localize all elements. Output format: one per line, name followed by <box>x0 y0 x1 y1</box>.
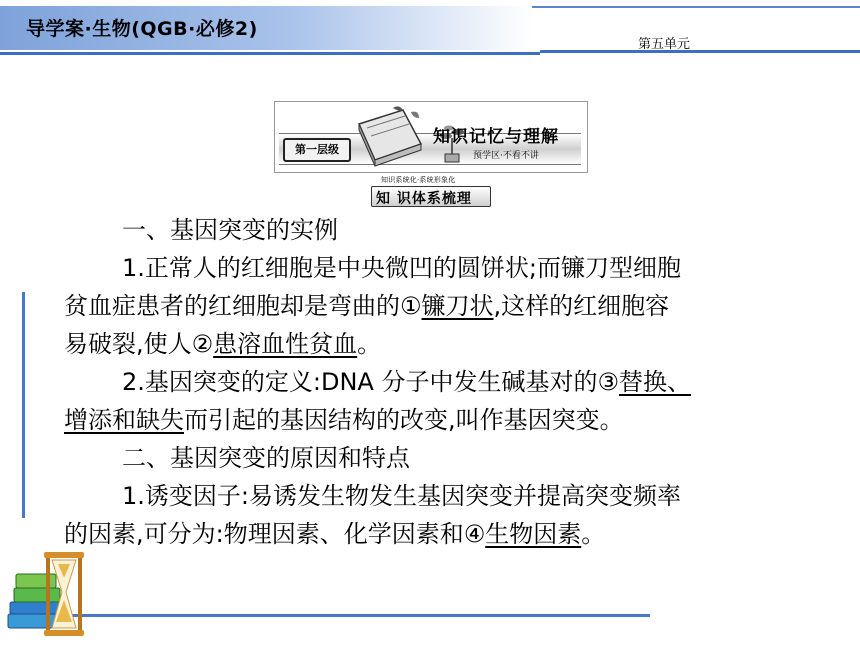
heading-2: 二、基因突变的原因和特点 <box>122 444 410 472</box>
level-label: 第一层级 <box>283 138 351 162</box>
para-1-line-1: 1.正常人的红细胞是中央微凹的圆饼状;而镰刀型细胞 <box>122 254 681 282</box>
text: 而引起的基因结构的改变,叫作基因突变。 <box>184 406 624 434</box>
para-2-line-2 <box>64 402 624 438</box>
para-1-line-3 <box>64 326 381 362</box>
unit-label: 第五单元 <box>638 37 691 52</box>
answer-4: 生物因素 <box>485 520 582 548</box>
text: 。 <box>581 520 606 548</box>
level-banner <box>274 101 588 173</box>
text: 易破裂,使人② <box>64 330 214 358</box>
header-rule-top <box>532 6 860 8</box>
page-title: 导学案·生物(QGB·必修2) <box>26 18 258 40</box>
section-tag <box>369 175 491 207</box>
header-rule-bottom <box>0 52 540 55</box>
heading-1: 一、基因突变的实例 <box>122 216 338 244</box>
header <box>0 0 860 55</box>
text: 2.基因突变的定义:DNA 分子中发生碱基对的③ <box>122 368 619 396</box>
answer-3a: 替换、 <box>618 368 691 396</box>
para-3-line-2 <box>64 516 605 552</box>
answer-3b: 增添和缺失 <box>64 406 184 434</box>
para-1-line-2 <box>64 288 669 324</box>
text: 贫血症患者的红细胞却是弯曲的① <box>64 292 422 320</box>
banner-subtitle: 预学区·不看不讲 <box>473 151 539 161</box>
answer-1: 镰刀状 <box>421 292 494 320</box>
text: 。 <box>357 330 382 358</box>
para-3-line-1: 1.诱变因子:易诱发生物发生基因突变并提高突变频率 <box>122 482 681 510</box>
left-accent-bar <box>22 292 25 518</box>
answer-2: 患溶血性贫血 <box>213 330 358 358</box>
para-2-line-1 <box>122 364 691 400</box>
banner-title: 知识记忆与理解 <box>433 127 559 147</box>
section-tag-caption: 知识系统化·系统形象化 <box>381 176 456 184</box>
header-stripe <box>540 50 860 53</box>
text: ,这样的红细胞容 <box>493 292 670 320</box>
bottom-rule <box>58 614 650 617</box>
section-tag-box <box>371 186 491 207</box>
text: 的因素,可分为:物理因素、化学因素和④ <box>64 520 486 548</box>
hourglass-icon <box>6 548 92 640</box>
section-tag-label: 知 识体系梳理 <box>376 191 472 207</box>
book-icon <box>345 104 435 168</box>
